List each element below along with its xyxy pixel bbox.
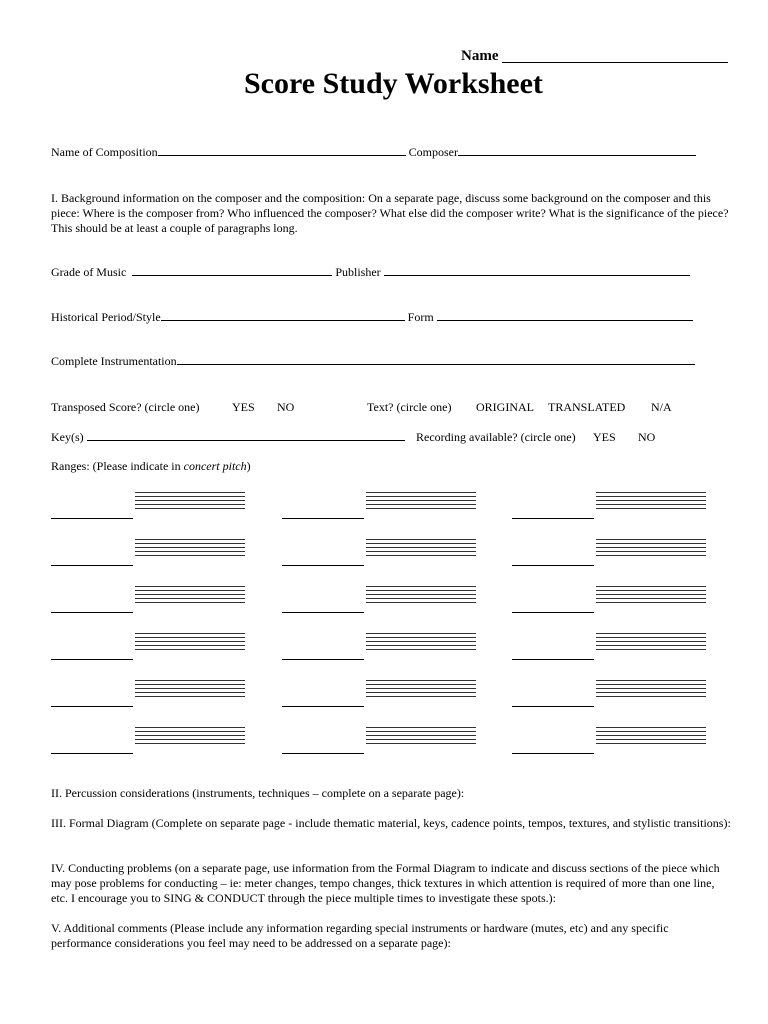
range-input-line[interactable] — [282, 565, 364, 566]
range-input-line[interactable] — [282, 612, 364, 613]
section-comments: V. Additional comments (Please include any information regarding special instruments or hardware (mutes, etc) and any specific performance considerations you feel may need to be addressed on a separate page): — [51, 921, 669, 950]
publisher-label: Publisher — [335, 265, 381, 279]
keys-input-line[interactable] — [87, 430, 405, 441]
grade-input-line[interactable] — [132, 265, 332, 276]
range-staff[interactable] — [366, 726, 476, 746]
publisher-input-line[interactable] — [384, 265, 690, 276]
text-translated-option[interactable]: TRANSLATED — [548, 400, 626, 414]
range-staff[interactable] — [596, 538, 706, 558]
name-label: Name — [461, 48, 499, 64]
transposed-label: Transposed Score? (circle one) — [51, 400, 200, 414]
recording-no-option[interactable]: NO — [638, 430, 656, 444]
range-staff[interactable] — [366, 538, 476, 558]
text-na-option[interactable]: N/A — [651, 400, 672, 414]
range-input-line[interactable] — [512, 659, 594, 660]
range-input-line[interactable] — [51, 565, 133, 566]
page-title: Score Study Worksheet — [244, 67, 543, 100]
range-staff[interactable] — [596, 632, 706, 652]
text-label: Text? (circle one) — [367, 400, 452, 414]
range-input-line[interactable] — [512, 706, 594, 707]
form-label: Form — [407, 310, 434, 324]
keys-label: Key(s) — [51, 430, 84, 444]
range-staff[interactable] — [596, 679, 706, 699]
instrumentation-label: Complete Instrumentation — [51, 354, 177, 368]
range-input-line[interactable] — [512, 612, 594, 613]
concert-pitch-emphasis: concert pitch — [183, 459, 247, 473]
range-input-line[interactable] — [51, 518, 133, 519]
range-input-line[interactable] — [512, 518, 594, 519]
range-input-line[interactable] — [282, 518, 364, 519]
range-input-line[interactable] — [51, 612, 133, 613]
composer-input-line[interactable] — [458, 145, 696, 156]
range-staff[interactable] — [596, 491, 706, 511]
section-percussion: II. Percussion considerations (instruments, techniques – complete on a separate page): — [51, 786, 465, 800]
range-input-line[interactable] — [282, 659, 364, 660]
range-input-line[interactable] — [282, 706, 364, 707]
range-input-line[interactable] — [282, 753, 364, 754]
recording-yes-option[interactable]: YES — [593, 430, 616, 444]
composition-label: Name of Composition — [51, 145, 158, 159]
section-formal-diagram: III. Formal Diagram (Complete on separate page - include thematic material, keys, cadence points, tempos, textures, and stylistic transitions): — [51, 816, 731, 830]
range-staff[interactable] — [366, 679, 476, 699]
text-original-option[interactable]: ORIGINAL — [476, 400, 534, 414]
range-staff[interactable] — [135, 632, 245, 652]
range-staff[interactable] — [135, 538, 245, 558]
range-staff[interactable] — [135, 491, 245, 511]
composer-label: Composer — [408, 145, 459, 159]
range-staff[interactable] — [135, 679, 245, 699]
period-input-line[interactable] — [161, 310, 405, 321]
period-field — [51, 310, 693, 324]
section-conducting: IV. Conducting problems (on a separate page, use information from the Formal Diagram to indicate and discuss sections of the piece which may pose problems for conducting – ie: meter changes, tempo changes, thick textures in which attention is required of more than one line, etc. I encourage you to SING & CONDUCT through the piece multiple times to investigate these spots.): — [51, 861, 720, 905]
range-staff[interactable] — [366, 491, 476, 511]
instrumentation-input-line[interactable] — [177, 354, 695, 365]
composition-input-line[interactable] — [158, 145, 406, 156]
range-staff[interactable] — [366, 632, 476, 652]
period-label: Historical Period/Style — [51, 310, 161, 324]
section-background: I. Background information on the composer and the composition: On a separate page, discuss some background on the composer and this piece: Where is the composer from? Who influenced the composer? What else did the composer write? What is the significance of the piece? This should be at least a couple of paragraphs long. — [51, 191, 729, 235]
range-input-line[interactable] — [512, 565, 594, 566]
ranges-label: Ranges: (Please indicate in concert pitch) — [51, 459, 251, 473]
range-input-line[interactable] — [512, 753, 594, 754]
range-input-line[interactable] — [51, 706, 133, 707]
range-staff[interactable] — [596, 585, 706, 605]
range-staff[interactable] — [366, 585, 476, 605]
range-input-line[interactable] — [51, 753, 133, 754]
range-input-line[interactable] — [51, 659, 133, 660]
range-staff[interactable] — [135, 726, 245, 746]
grade-label: Grade of Music — [51, 265, 127, 279]
transposed-yes-option[interactable]: YES — [232, 400, 255, 414]
range-staff[interactable] — [596, 726, 706, 746]
instrumentation-field — [51, 354, 695, 368]
composition-field — [51, 145, 696, 159]
transposed-no-option[interactable]: NO — [277, 400, 295, 414]
grade-field — [51, 265, 690, 279]
name-input-line[interactable] — [502, 62, 728, 63]
form-input-line[interactable] — [437, 310, 693, 321]
range-staff[interactable] — [135, 585, 245, 605]
keys-field — [51, 430, 405, 444]
recording-label: Recording available? (circle one) — [416, 430, 576, 444]
